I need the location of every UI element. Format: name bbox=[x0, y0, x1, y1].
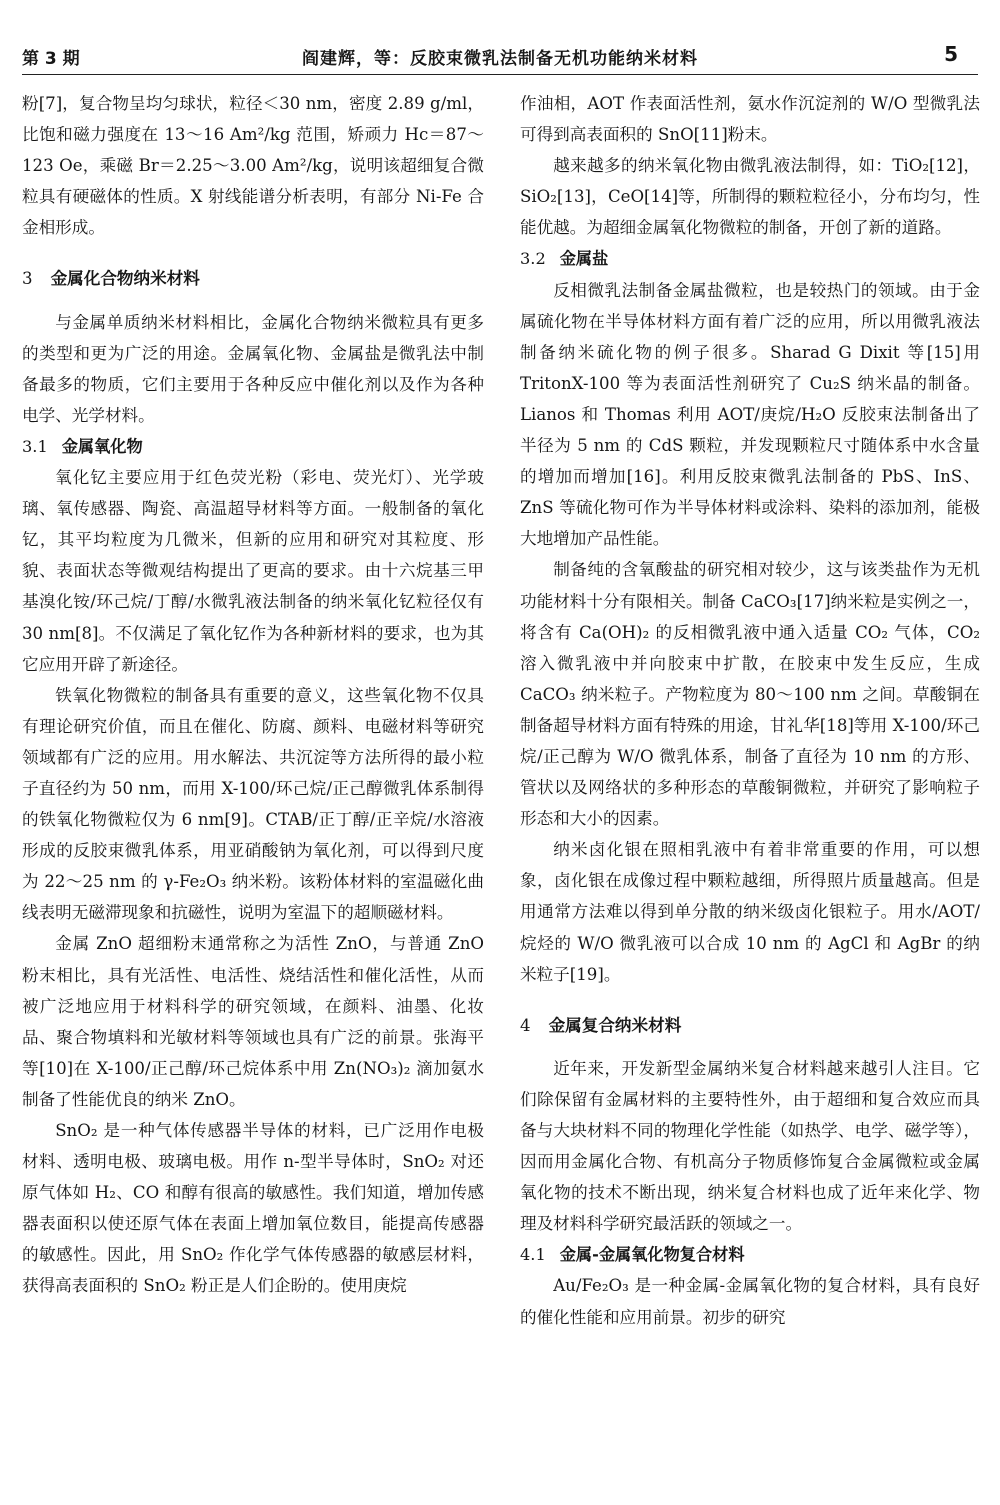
right-column bbox=[520, 88, 980, 1333]
paragraph: 粉[7]，复合物呈均匀球状，粒径＜30 nm，密度 2.89 g/ml，比饱和磁力强度在 13～16 Am²/kg 范围，矫顽力 Hc＝87～123 Oe，乘磁 Br＝2.25～3.00 Am²/kg，说明该超细复合微粒具有硬磁体的性质。X 射线能谱分析表明，有部分 Ni-Fe 合金相形成。 bbox=[22, 94, 484, 238]
section-title: 金属化合物纳米材料 bbox=[50, 269, 200, 289]
paragraph: 氧化钇主要应用于红色荧光粉（彩电、荧光灯）、光学玻璃、氧传感器、陶瓷、高温超导材料等方面。一般制备的氧化钇，其平均粒度为几微米，但新的应用和研究对其粒度、形貌、表面状态等微观结构提出了更高的要求。由十六烷基三甲基溴化铵/环己烷/丁醇/水微乳液法制备的纳米氧化钇粒径仅有 30 nm[8]。不仅满足了氧化钇作为各种新材料的要求，也为其它应用开辟了新途径。 bbox=[22, 468, 484, 674]
paragraph: 铁氧化物微粒的制备具有重要的意义，这些氧化物不仅具有理论研究价值，而且在催化、防腐、颜料、电磁材料等研究领域都有广泛的应用。用水解法、共沉淀等方法所得的最小粒子直径约为 50 nm，而用 X-100/环己烷/正己醇微乳体系制得的铁氧化物微粒仅为 6 nm[9]。CTAB/正丁醇/正辛烷/水溶液形成的反胶束微乳体系，用亚硝酸钠为氧化剂，可以得到尺度为 22～25 nm 的 γ-Fe₂O₃ 纳米粉。该粉体材料的室温磁化曲线表明无磁滞现象和抗磁性，说明为室温下的超顺磁材料。 bbox=[22, 685, 484, 923]
header-rule bbox=[22, 74, 978, 75]
paragraph: SnO₂ 是一种气体传感器半导体的材料，已广泛用作电极材料、透明电极、玻璃电极。用作 n-型半导体时，SnO₂ 对还原气体如 H₂、CO 和醇有很高的敏感性。我们知道，增加传感器表面积以使还原气体在表面上增加氧位数目，能提高传感器的敏感性。因此，用 SnO₂ 作化学气体传感器的敏感层材料，获得高表面积的 SnO₂ 粉正是人们企盼的。使用庚烷 bbox=[22, 1121, 484, 1296]
left-column bbox=[22, 88, 484, 1302]
running-header bbox=[22, 42, 978, 72]
paragraph: 与金属单质纳米材料相比，金属化合物纳米微粒具有更多的类型和更为广泛的用途。金属氧化物、金属盐是微乳法中制备最多的物质，它们主要用于各种反应中催化剂以及作为各种电学、光学材料。 bbox=[22, 312, 484, 425]
subsection-number: 3.2 bbox=[520, 249, 546, 269]
issue-label: 第 3 期 bbox=[22, 49, 80, 69]
paragraph: 越来越多的纳米氧化物由微乳液法制得，如：TiO₂[12]，SiO₂[13]，CeO[14]等，所制得的颗粒粒径小，分布均匀，性能优越。为超细金属氧化物微粒的制备，开创了新的道路。 bbox=[520, 156, 980, 238]
subsection-title: 金属盐 bbox=[559, 249, 609, 269]
section-number: 3 bbox=[22, 269, 33, 289]
section-heading bbox=[22, 263, 484, 294]
subsection-heading bbox=[22, 431, 484, 462]
paragraph: 金属 ZnO 超细粉末通常称之为活性 ZnO，与普通 ZnO 粉末相比，具有光活性、电活性、烧结活性和催化活性，从而被广泛地应用于材料科学的研究领域，在颜料、油墨、化妆品、聚合物填料和光敏材料等领域也具有广泛的前景。张海平等[10]在 X-100/正己醇/环己烷体系中用 Zn(NO₃)₂ 滴加氨水制备了性能优良的纳米 ZnO。 bbox=[22, 934, 484, 1109]
paragraph: 近年来，开发新型金属纳米复合材料越来越引人注目。它们除保留有金属材料的主要特性外，由于超细和复合效应而具备与大块材料不同的物理化学性能（如热学、电学、磁学等），因而用金属化合物、有机高分子物质修饰复合金属微粒或金属氧化物的技术不断出现，纳米复合材料也成了近年来化学、物理及材料科学研究最活跃的领域之一。 bbox=[520, 1058, 980, 1234]
paragraph: 反相微乳法制备金属盐微粒，也是较热门的领域。由于金属硫化物在半导体材料方面有着广泛的应用，所以用微乳液法制备纳米硫化物的例子很多。Sharad G Dixit 等[15]用 TritonX-100 等为表面活性剂研究了 Cu₂S 纳米晶的制备。Lianos 和 Thomas 利用 AOT/庚烷/H₂O 反胶束法制备出了半径为 5 nm 的 CdS 颗粒，并发现颗粒尺寸随体系中水含量的增加而增加[16]。利用反胶束微乳法制备的 PbS、InS、ZnS 等硫化物可作为半导体材料或涂料、染料的添加剂，能极大地增加产品性能。 bbox=[520, 280, 980, 549]
page-number: 5 bbox=[944, 42, 958, 66]
running-title: 阎建辉，等：反胶束微乳法制备无机功能纳米材料 bbox=[302, 49, 698, 69]
subsection-number: 3.1 bbox=[22, 436, 48, 456]
paragraph: 制备纯的含氧酸盐的研究相对较少，这与该类盐作为无机功能材料十分有限相关。制备 CaCO₃[17]纳米粒是实例之一，将含有 Ca(OH)₂ 的反相微乳液中通入适量 CO₂ 气体，CO₂ 溶入微乳液中并向胶束中扩散，在胶束中发生反应，生成 CaCO₃ 纳米粒子。产物粒度为 80～100 nm 之间。草酸铜在制备超导材料方面有特殊的用途，甘礼华[18]等用 X-100/环己烷/正己醇为 W/O 微乳体系，制备了直径为 10 nm 的方形、管状以及网络状的多种形态的草酸铜微粒，并研究了影响粒子形态和大小的因素。 bbox=[520, 560, 980, 829]
subsection-heading bbox=[520, 243, 980, 274]
section-title: 金属复合纳米材料 bbox=[548, 1015, 682, 1035]
subsection-heading bbox=[520, 1239, 980, 1270]
section-heading bbox=[520, 1010, 980, 1041]
paragraph: 作油相，AOT 作表面活性剂，氨水作沉淀剂的 W/O 型微乳法可得到高表面积的 SnO[11]粉末。 bbox=[520, 94, 980, 145]
section-number: 4 bbox=[520, 1015, 531, 1035]
paragraph: 纳米卤化银在照相乳液中有着非常重要的作用，可以想象，卤化银在成像过程中颗粒越细，所得照片质量越高。但是用通常方法难以得到单分散的纳米级卤化银粒子。用水/AOT/烷烃的 W/O 微乳液可以合成 10 nm 的 AgCl 和 AgBr 的纳米粒子[19]。 bbox=[520, 840, 980, 984]
subsection-title: 金属氧化物 bbox=[61, 436, 143, 456]
paragraph: Au/Fe₂O₃ 是一种金属-金属氧化物的复合材料，具有良好的催化性能和应用前景。初步的研究 bbox=[520, 1276, 980, 1327]
subsection-number: 4.1 bbox=[520, 1245, 546, 1265]
subsection-title: 金属-金属氧化物复合材料 bbox=[559, 1245, 745, 1265]
